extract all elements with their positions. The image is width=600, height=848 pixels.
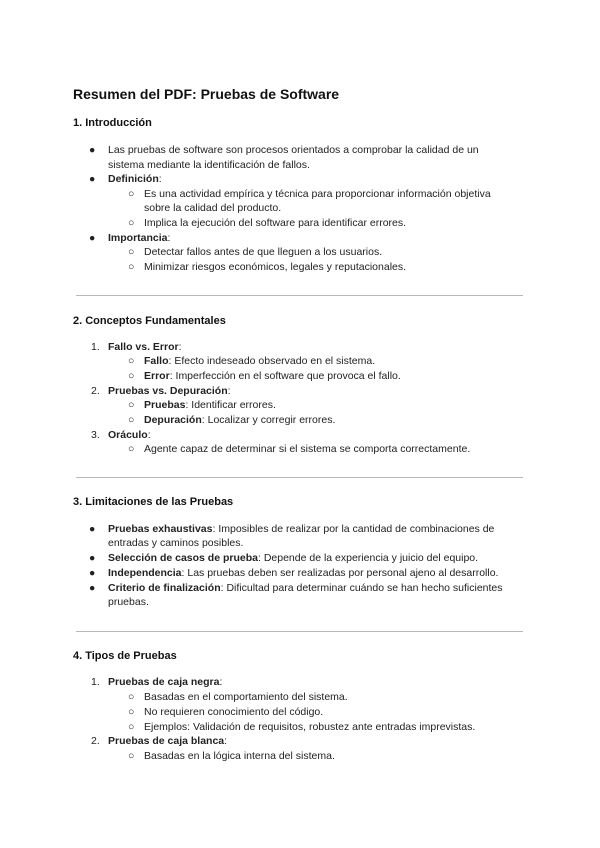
list-number: 3. [91,429,100,441]
bullet-circle: ○ [128,443,135,455]
list-item [144,413,335,428]
horizontal-rule [76,631,523,632]
term-definition: : Efecto indeseado observado en el sistema. [168,355,376,367]
list-item [144,354,375,369]
bullet-circle: ○ [128,721,135,733]
term-definition: : Identificar errores. [185,399,276,411]
bullet-disc: ● [89,173,96,185]
list-number: 2. [91,735,100,747]
term-definition: : Las pruebas deben ser realizadas por personal ajeno al desarrollo. [181,567,499,579]
term-definition: : Depende de la experiencia y juicio del equipo. [257,552,479,564]
list-item-text: sobre la calidad del producto. [144,202,282,214]
list-item [108,522,494,537]
bullet-disc: ● [89,552,96,564]
bullet-circle: ○ [128,246,135,258]
list-item-text: No requieren conocimiento del código. [144,706,324,718]
list-item: Pruebas vs. Depuración: [108,385,231,397]
list-item: Pruebas de caja blanca: [108,735,228,747]
bullet-circle: ○ [128,414,135,426]
list-item-label: Pruebas de caja blanca [108,735,225,747]
list-item: Definición: [108,173,162,185]
section-heading-limitaciones: 3. Limitaciones de las Pruebas [73,496,234,508]
section-heading-introduccion: 1. Introducción [73,117,152,129]
bullet-circle: ○ [128,188,135,200]
list-item-label: Definición [108,173,159,185]
list-item: Pruebas de caja negra: [108,676,223,688]
section-heading-tipos: 4. Tipos de Pruebas [73,650,177,662]
list-item-text: pruebas. [108,596,149,608]
term-label: Pruebas exhaustivas [108,523,213,535]
term-label: Depuración [144,414,202,426]
list-item [144,369,401,384]
list-item-label: Importancia [108,232,168,244]
bullet-disc: ● [89,232,96,244]
horizontal-rule [76,477,523,478]
bullet-circle: ○ [128,706,135,718]
section-heading-conceptos: 2. Conceptos Fundamentales [73,315,226,327]
bullet-circle: ○ [128,370,135,382]
list-item-text: Agente capaz de determinar si el sistema se comporta correctamente. [144,443,471,455]
term-label: Independencia [108,567,182,579]
term-definition: : Dificultad para determinar cuándo se han hecho suficientes [220,582,503,594]
term-label: Error [144,370,170,382]
list-item-text: Es una actividad empírica y técnica para proporcionar información objetiva [144,188,491,200]
list-item [144,398,276,413]
list-item: Fallo vs. Error: [108,341,182,353]
bullet-circle: ○ [128,355,135,367]
list-item-label: Fallo vs. Error [108,341,179,353]
horizontal-rule [76,295,523,296]
list-item-text: Ejemplos: Validación de requisitos, robustez ante entradas imprevistas. [144,721,476,733]
bullet-circle: ○ [128,750,135,762]
list-item [108,566,498,581]
document-title: Resumen del PDF: Pruebas de Software [73,86,340,102]
list-item [108,581,503,596]
term-label: Criterio de finalización [108,582,221,594]
bullet-circle: ○ [128,261,135,273]
list-item-text: Basadas en la lógica interna del sistema. [144,750,335,762]
list-number: 1. [91,676,100,688]
list-item-text: Minimizar riesgos económicos, legales y reputacionales. [144,261,407,273]
bullet-disc: ● [89,582,96,594]
list-item-text: Implica la ejecución del software para identificar errores. [144,217,407,229]
list-item-label: Oráculo [108,429,148,441]
term-label: Pruebas [144,399,186,411]
list-item-text: Detectar fallos antes de que lleguen a los usuarios. [144,246,383,258]
term-label: Selección de casos de prueba [108,552,258,564]
bullet-circle: ○ [128,217,135,229]
term-definition: : Imperfección en el software que provoca el fallo. [169,370,401,382]
list-item-text: sistema mediante la identificación de fallos. [108,159,310,171]
list-item-text: Las pruebas de software son procesos orientados a comprobar la calidad de un [108,144,479,156]
list-item: Importancia: [108,232,171,244]
bullet-disc: ● [89,144,96,156]
bullet-disc: ● [89,567,96,579]
list-item-label: Pruebas de caja negra [108,676,220,688]
list-item-text: Basadas en el comportamiento del sistema. [144,691,348,703]
list-item-text: entradas y caminos posibles. [108,537,244,549]
bullet-circle: ○ [128,691,135,703]
list-number: 1. [91,341,100,353]
term-definition: : Imposibles de realizar por la cantidad de combinaciones de [212,523,495,535]
list-item: Oráculo: [108,429,151,441]
list-item-label: Pruebas vs. Depuración [108,385,228,397]
bullet-circle: ○ [128,399,135,411]
list-item [108,551,478,566]
bullet-disc: ● [89,523,96,535]
list-number: 2. [91,385,100,397]
term-definition: : Localizar y corregir errores. [201,414,336,426]
term-label: Fallo [144,355,169,367]
